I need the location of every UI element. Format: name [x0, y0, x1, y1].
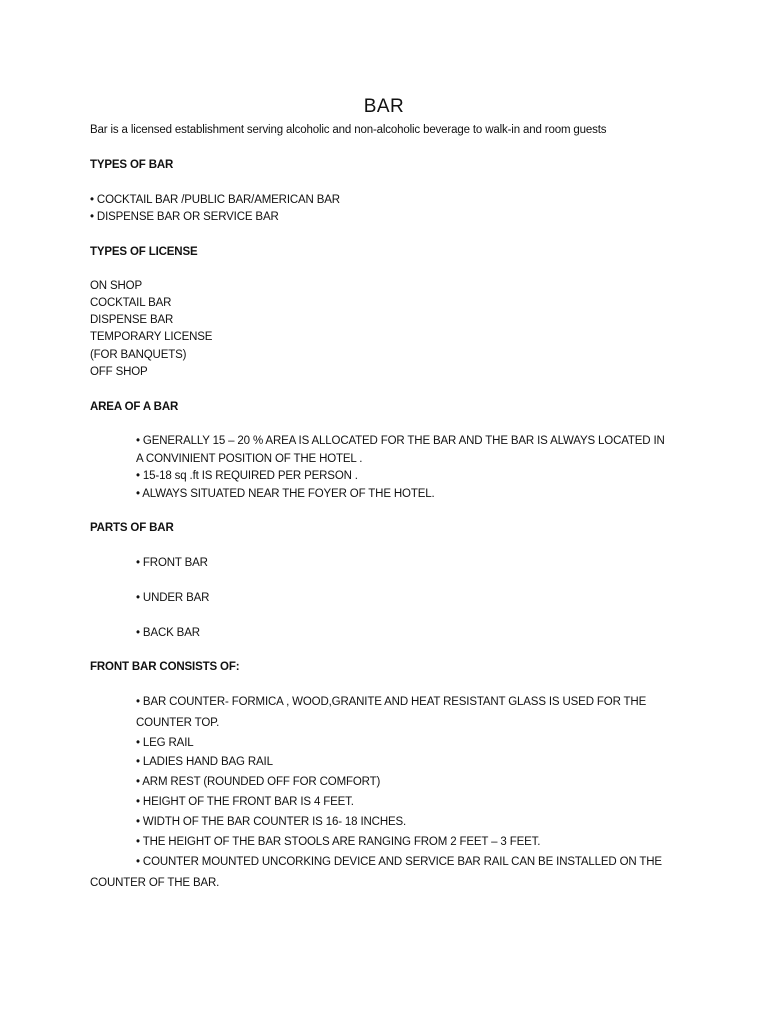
list-item: • BACK BAR [136, 627, 200, 639]
list-item: • BAR COUNTER- FORMICA , WOOD,GRANITE AND HEAT RESISTANT GLASS IS USED FOR THE [136, 696, 647, 708]
list-item: COUNTER TOP. [136, 717, 220, 729]
page-title: BAR [363, 96, 405, 117]
list-item: • FRONT BAR [136, 557, 208, 569]
list-item: (FOR BANQUETS) [90, 349, 187, 361]
list-item: • COUNTER MOUNTED UNCORKING DEVICE AND SERVICE BAR RAIL CAN BE INSTALLED ON THE [136, 856, 662, 868]
list-item: • LEG RAIL [136, 737, 194, 749]
list-item: • WIDTH OF THE BAR COUNTER IS 16- 18 INCHES. [136, 816, 407, 828]
list-item: TEMPORARY LICENSE [90, 331, 213, 343]
list-item: • COCKTAIL BAR /PUBLIC BAR/AMERICAN BAR [90, 194, 340, 206]
list-item: • DISPENSE BAR OR SERVICE BAR [90, 211, 279, 223]
list-item: OFF SHOP [90, 366, 148, 378]
list-item: • 15-18 sq .ft IS REQUIRED PER PERSON . [136, 470, 358, 482]
list-item: • ALWAYS SITUATED NEAR THE FOYER OF THE HOTEL. [136, 488, 435, 500]
list-item: DISPENSE BAR [90, 314, 174, 326]
list-item: COUNTER OF THE BAR. [90, 877, 220, 889]
section-heading-front-bar: FRONT BAR CONSISTS OF: [90, 661, 240, 673]
section-heading-types-of-bar: TYPES OF BAR [90, 159, 174, 171]
list-item: ON SHOP [90, 280, 142, 292]
section-heading-types-of-license: TYPES OF LICENSE [90, 246, 198, 258]
section-heading-parts-of-bar: PARTS OF BAR [90, 522, 174, 534]
intro-paragraph: Bar is a licensed establishment serving alcoholic and non-alcoholic beverage to walk-in and room guests [90, 124, 607, 136]
list-item: COCKTAIL BAR [90, 297, 172, 309]
list-item: A CONVINIENT POSITION OF THE HOTEL . [136, 453, 363, 465]
section-heading-area-of-bar: AREA OF A BAR [90, 401, 179, 413]
list-item: • LADIES HAND BAG RAIL [136, 756, 273, 768]
list-item: • ARM REST (ROUNDED OFF FOR COMFORT) [136, 776, 381, 788]
list-item: • GENERALLY 15 – 20 % AREA IS ALLOCATED FOR THE BAR AND THE BAR IS ALWAYS LOCATED IN [136, 435, 665, 447]
list-item: • UNDER BAR [136, 592, 210, 604]
list-item: • THE HEIGHT OF THE BAR STOOLS ARE RANGING FROM 2 FEET – 3 FEET. [136, 836, 541, 848]
list-item: • HEIGHT OF THE FRONT BAR IS 4 FEET. [136, 796, 354, 808]
